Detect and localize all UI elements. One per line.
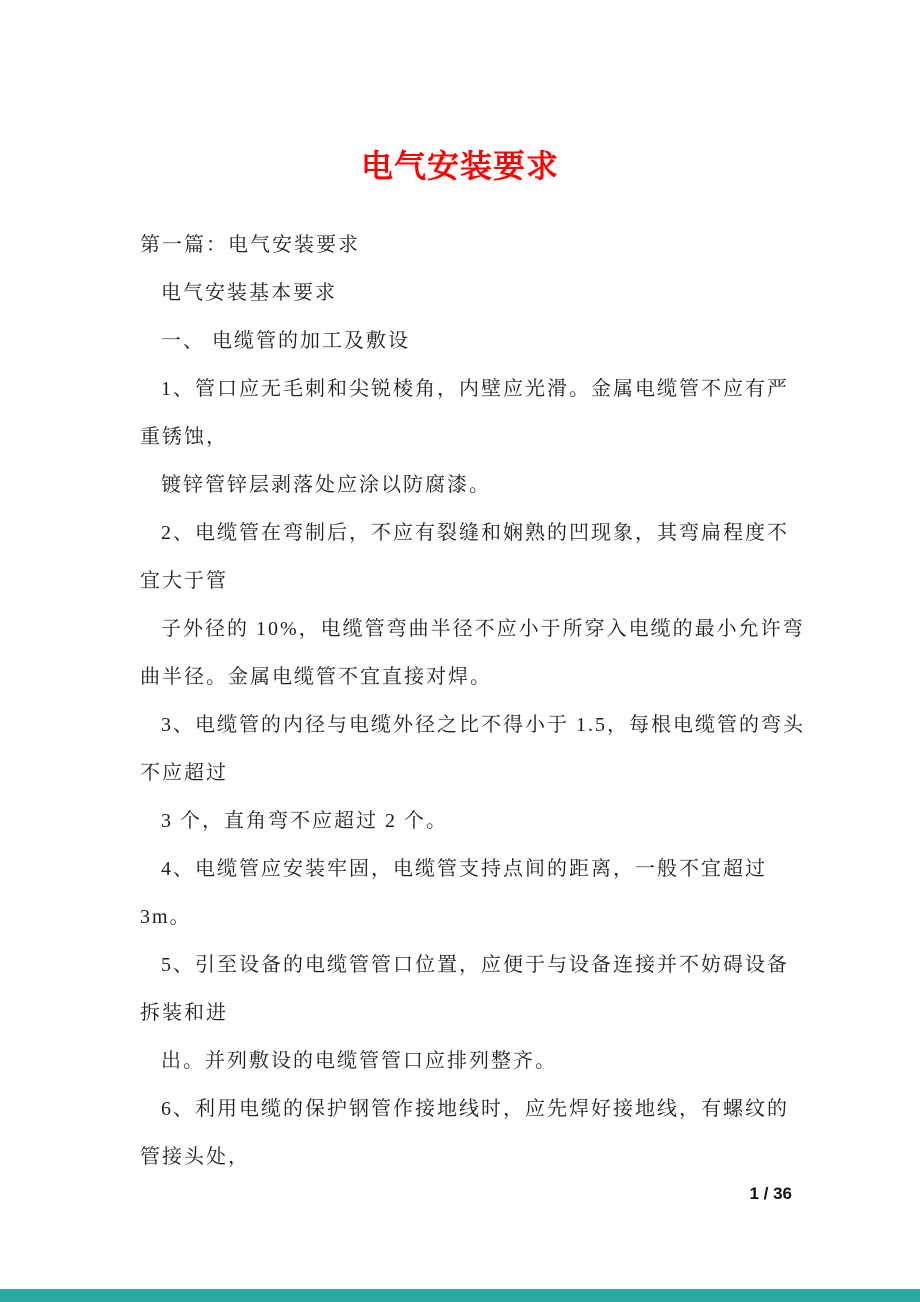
text-line: 宜大于管 <box>140 570 228 592</box>
text-line: 6、利用电缆的保护钢管作接地线时，应先焊好接地线，有螺纹的 <box>161 1098 789 1120</box>
text-line: 4、电缆管应安装牢固，电缆管支持点间的距离，一般不宜超过 <box>161 858 767 880</box>
text-line: 管接头处， <box>140 1146 250 1168</box>
text-line: 子外径的 10%，电缆管弯曲半径不应小于所穿入电缆的最小允许弯 <box>161 618 805 640</box>
text-line: 曲半径。金属电缆管不宜直接对焊。 <box>140 666 492 688</box>
text-line: 2、电缆管在弯制后，不应有裂缝和娴熟的凹现象，其弯扁程度不 <box>161 522 789 544</box>
text-line: 镀锌管锌层剥落处应涂以防腐漆。 <box>161 474 491 496</box>
text-line: 电气安装基本要求 <box>161 282 337 304</box>
bottom-accent-bar <box>0 1289 920 1302</box>
page-title: 电气安装要求 <box>360 148 559 184</box>
text-line: 1、管口应无毛刺和尖锐棱角，内壁应光滑。金属电缆管不应有严 <box>161 378 789 400</box>
text-line: 第一篇：电气安装要求 <box>140 234 360 256</box>
text-line: 5、引至设备的电缆管管口位置，应便于与设备连接并不妨碍设备 <box>161 954 789 976</box>
text-line: 一、 电缆管的加工及敷设 <box>161 330 410 352</box>
text-line: 3m。 <box>140 906 192 928</box>
text-line: 出。并列敷设的电缆管管口应排列整齐。 <box>161 1050 557 1072</box>
text-line: 重锈蚀， <box>140 426 228 448</box>
text-line: 不应超过 <box>140 762 228 784</box>
body-lines <box>140 221 812 1181</box>
page-number-indicator: 1 / 36 <box>749 1184 792 1203</box>
text-line: 3 个，直角弯不应超过 2 个。 <box>161 810 448 832</box>
text-line: 拆装和进 <box>140 1002 228 1024</box>
text-line: 3、电缆管的内径与电缆外径之比不得小于 1.5，每根电缆管的弯头 <box>161 714 805 736</box>
